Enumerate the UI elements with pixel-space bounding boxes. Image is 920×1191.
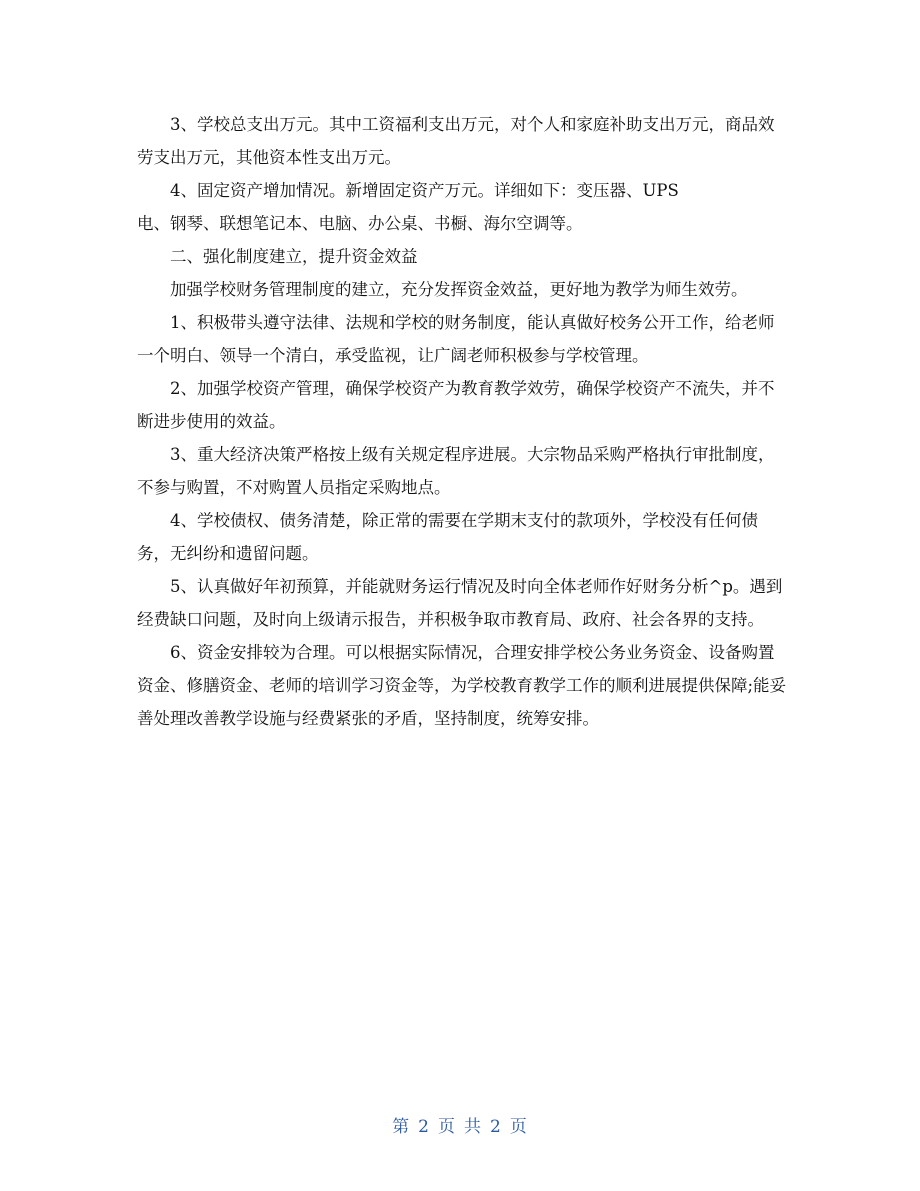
paragraph-fixed-assets-continued: 电、钢琴、联想笔记本、电脑、办公桌、书橱、海尔空调等。 — [137, 214, 583, 233]
paragraph-item-6: 6、资金安排较为合理。可以根据实际情况，合理安排学校公务业务资金、设备购置资金、修膳资金、老师的培训学习资金等，为学校教育教学工作的顺利进展提供保障;能妥善处理改善教学设施与经费紧张的矛盾，坚持制度，统筹安排。 — [137, 643, 787, 728]
page-footer — [0, 1112, 920, 1137]
document-body — [137, 108, 787, 735]
footer-total-pages: 2 — [490, 1117, 502, 1137]
paragraph-intro: 加强学校财务管理制度的建立，充分发挥资金效益，更好地为教学为师生效劳。 — [170, 280, 748, 299]
paragraph-item-1: 1、积极带头遵守法律、法规和学校的财务制度，能认真做好校务公开工作，给老师一个明白、领导一个清白，承受监视，让广阔老师积极参与学校管理。 — [137, 313, 775, 365]
footer-current-page: 2 — [418, 1117, 430, 1137]
footer-label-unit: 页 — [438, 1117, 456, 1137]
paragraph-item-2: 2、加强学校资产管理，确保学校资产为教育教学效劳，确保学校资产不流失，并不断进步使用的效益。 — [137, 379, 775, 431]
footer-label-page: 第 — [392, 1117, 411, 1137]
paragraph-item-3: 3、重大经济决策严格按上级有关规定程序进展。大宗物品采购严格执行审批制度，不参与购置，不对购置人员指定采购地点。 — [137, 445, 775, 497]
paragraph-item-5: 5、认真做好年初预算，并能就财务运行情况及时向全体老师作好财务分析^p。遇到经费缺口问题，及时向上级请示报告，并积极争取市教育局、政府、社会各界的支持。 — [137, 577, 783, 629]
footer-label-total: 共 — [464, 1117, 482, 1137]
paragraph-total-expenditure: 3、学校总支出万元。其中工资福利支出万元，对个人和家庭补助支出万元，商品效劳支出万元，其他资本性支出万元。 — [137, 115, 775, 167]
paragraph-item-4: 4、学校债权、债务清楚，除正常的需要在学期末支付的款项外，学校没有任何债务，无纠纷和遗留问题。 — [137, 511, 758, 563]
footer-label-unit-2: 页 — [509, 1117, 528, 1137]
paragraph-fixed-assets: 4、固定资产增加情况。新增固定资产万元。详细如下：变压器、UPS — [170, 181, 679, 200]
section-heading: 二、强化制度建立，提升资金效益 — [170, 247, 418, 266]
